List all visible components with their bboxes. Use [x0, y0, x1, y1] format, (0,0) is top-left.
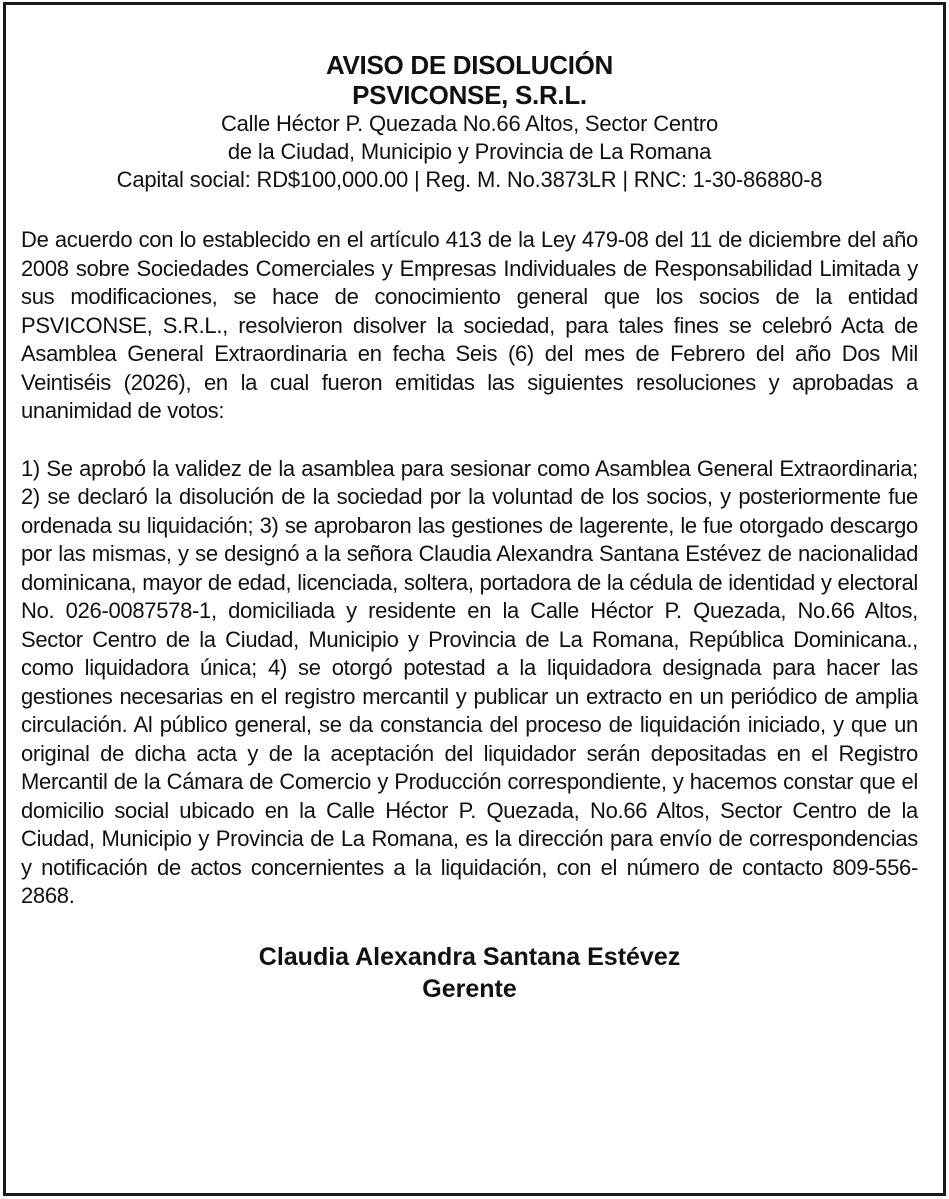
notice-title: AVISO DE DISOLUCIÓN: [325, 50, 614, 80]
notice-content: [21, 50, 918, 1005]
address-line-2: de la Ciudad, Municipio y Provincia de La Romana: [227, 139, 712, 164]
intro-paragraph: De acuerdo con lo establecido en el artículo 413 de la Ley 479-08 del 11 de diciembre del año 2008 sobre Sociedades Comerciales y Empresas Individuales de Responsabilidad Limitada y sus modificaciones, se hace de conocimiento general que los socios de la entidad PSVICONSE, S.R.L., resolvieron disolver la sociedad, para tales fines se celebró Acta de Asamblea General Extraordinaria en fecha Seis (6) del mes de Febrero del año Dos Mil Veintiséis (2026), en la cual fueron emitidas las siguientes resoluciones y aprobadas a unanimidad de votos:: [21, 227, 918, 423]
resolutions-paragraph: 1) Se aprobó la validez de la asamblea para sesionar como Asamblea General Extraordinaria; 2) se declaró la disolución de la sociedad por la voluntad de los socios, y posteriormente fue ordenada su liquidación; 3) se aprobaron las gestiones de lagerente, le fue otorgado descargo por las mismas, y se designó a la señora Claudia Alexandra Santana Estévez de nacionalidad dominicana, mayor de edad, licenciada, soltera, portadora de la cédula de identidad y electoral No. 026-0087578-1, domiciliada y residente en la Calle Héctor P. Quezada, No.66 Altos, Sector Centro de la Ciudad, Municipio y Provincia de La Romana, República Dominicana., como liquidadora única; 4) se otorgó potestad a la liquidadora designada para hacer las gestiones necesarias en el registro mercantil y publicar un extracto en un periódico de amplia circulación. Al público general, se da constancia del proceso de liquidación iniciado, y que un original de dicha acta y de la aceptación del liquidador serán depositadas en el Registro Mercantil de la Cámara de Comercio y Producción correspondiente, y hacemos constar que el domicilio social ubicado en la Calle Héctor P. Quezada, No.66 Altos, Sector Centro de la Ciudad, Municipio y Provincia de La Romana, es la dirección para envío de correspondencias y notificación de actos concernientes a la liquidación, con el número de contacto 809-556- 2868.: [21, 455, 918, 908]
signature-name: Claudia Alexandra Santana Estévez: [258, 942, 681, 971]
signature-title: Gerente: [422, 974, 517, 1003]
registry-line: Capital social: RD$100,000.00 | Reg. M. No.3873LR | RNC: 1-30-86880-8: [116, 167, 823, 192]
company-name: PSVICONSE, S.R.L.: [352, 80, 587, 110]
address-line-1: Calle Héctor P. Quezada No.66 Altos, Sector Centro: [220, 111, 719, 136]
